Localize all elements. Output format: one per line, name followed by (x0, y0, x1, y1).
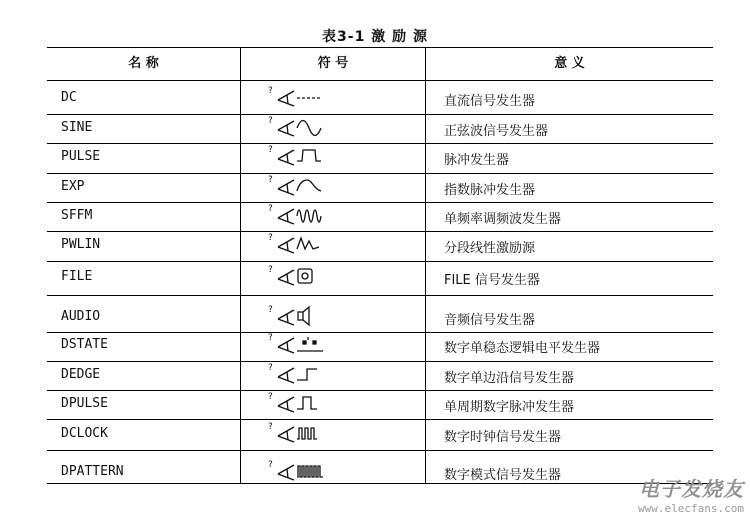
row-meaning: 单频率调频波发生器 (444, 212, 562, 227)
row-name: PWLIN (61, 237, 101, 252)
header-name: 名 称 (128, 56, 159, 71)
row-name: DC (61, 90, 77, 105)
pulse-source-symbol-icon (267, 144, 331, 172)
row-meaning: 指数脉冲发生器 (444, 183, 536, 198)
audio-source-symbol-icon (267, 304, 331, 332)
row-meaning: 单周期数字脉冲发生器 (444, 400, 575, 415)
svg-text:?: ? (268, 305, 273, 315)
header-symbol: 符 号 (317, 56, 349, 71)
row-meaning: 音频信号发生器 (444, 313, 536, 328)
row-meaning: FILE 信号发生器 (444, 273, 540, 288)
row-name: DSTATE (61, 337, 108, 352)
row-rule (47, 483, 713, 484)
row-name: DEDGE (61, 367, 101, 382)
row-name: FILE (61, 269, 93, 284)
watermark (638, 473, 744, 515)
row-rule (47, 332, 713, 333)
row-rule (47, 361, 713, 362)
dedge-source-symbol-icon (267, 362, 331, 390)
row-meaning: 数字单边沿信号发生器 (444, 371, 575, 386)
dclock-source-symbol-icon (267, 421, 331, 449)
row-rule (47, 390, 713, 391)
svg-text:?: ? (268, 233, 273, 243)
row-name: EXP (61, 179, 85, 194)
row-meaning: 数字模式信号发生器 (444, 468, 562, 483)
svg-text:?: ? (268, 460, 273, 470)
row-rule (47, 450, 713, 451)
file-source-symbol-icon (267, 264, 331, 292)
row-rule (47, 231, 713, 232)
row-name: SINE (61, 120, 93, 135)
svg-text:?: ? (268, 145, 273, 155)
dstate-source-symbol-icon (267, 332, 331, 360)
svg-text:?: ? (268, 363, 273, 373)
row-rule (47, 114, 713, 115)
row-rule (47, 202, 713, 203)
row-name: SFFM (61, 208, 93, 223)
svg-text:?: ? (268, 86, 273, 96)
watermark-url: www.elecfans.com (638, 502, 744, 515)
row-rule (47, 295, 713, 296)
svg-text:?: ? (268, 116, 273, 126)
row-name: AUDIO (61, 309, 101, 324)
watermark-logo: 电子发烧友 (639, 477, 744, 501)
svg-text:?: ? (268, 204, 273, 214)
row-rule (47, 419, 713, 420)
dc-source-symbol-icon (267, 85, 331, 113)
row-rule (47, 173, 713, 174)
row-name: DCLOCK (61, 426, 108, 441)
svg-text:?: ? (268, 175, 273, 185)
row-name: DPULSE (61, 396, 108, 411)
row-meaning: 数字单稳态逻辑电平发生器 (444, 341, 601, 356)
dpulse-source-symbol-icon (267, 391, 331, 419)
row-name: DPATTERN (61, 464, 124, 479)
sffm-source-symbol-icon (267, 203, 331, 231)
row-meaning: 直流信号发生器 (444, 94, 536, 109)
row-rule (47, 143, 713, 144)
header-meaning: 意 义 (554, 56, 585, 71)
column-divider (425, 47, 426, 483)
row-meaning: 分段线性激励源 (444, 241, 536, 256)
row-name: PULSE (61, 149, 101, 164)
svg-text:?: ? (268, 333, 273, 343)
row-meaning: 数字时钟信号发生器 (444, 430, 562, 445)
row-meaning: 正弦波信号发生器 (444, 124, 549, 139)
table-caption: 表3-1 激 励 源 (322, 29, 428, 45)
header-rule (47, 80, 713, 81)
row-rule (47, 261, 713, 262)
row-meaning: 脉冲发生器 (444, 153, 510, 168)
column-divider (240, 47, 241, 483)
exp-source-symbol-icon (267, 174, 331, 202)
sine-source-symbol-icon (267, 115, 331, 143)
svg-text:?: ? (268, 265, 273, 275)
pwlin-source-symbol-icon (267, 232, 331, 260)
svg-text:?: ? (268, 392, 273, 402)
svg-text:?: ? (268, 422, 273, 432)
